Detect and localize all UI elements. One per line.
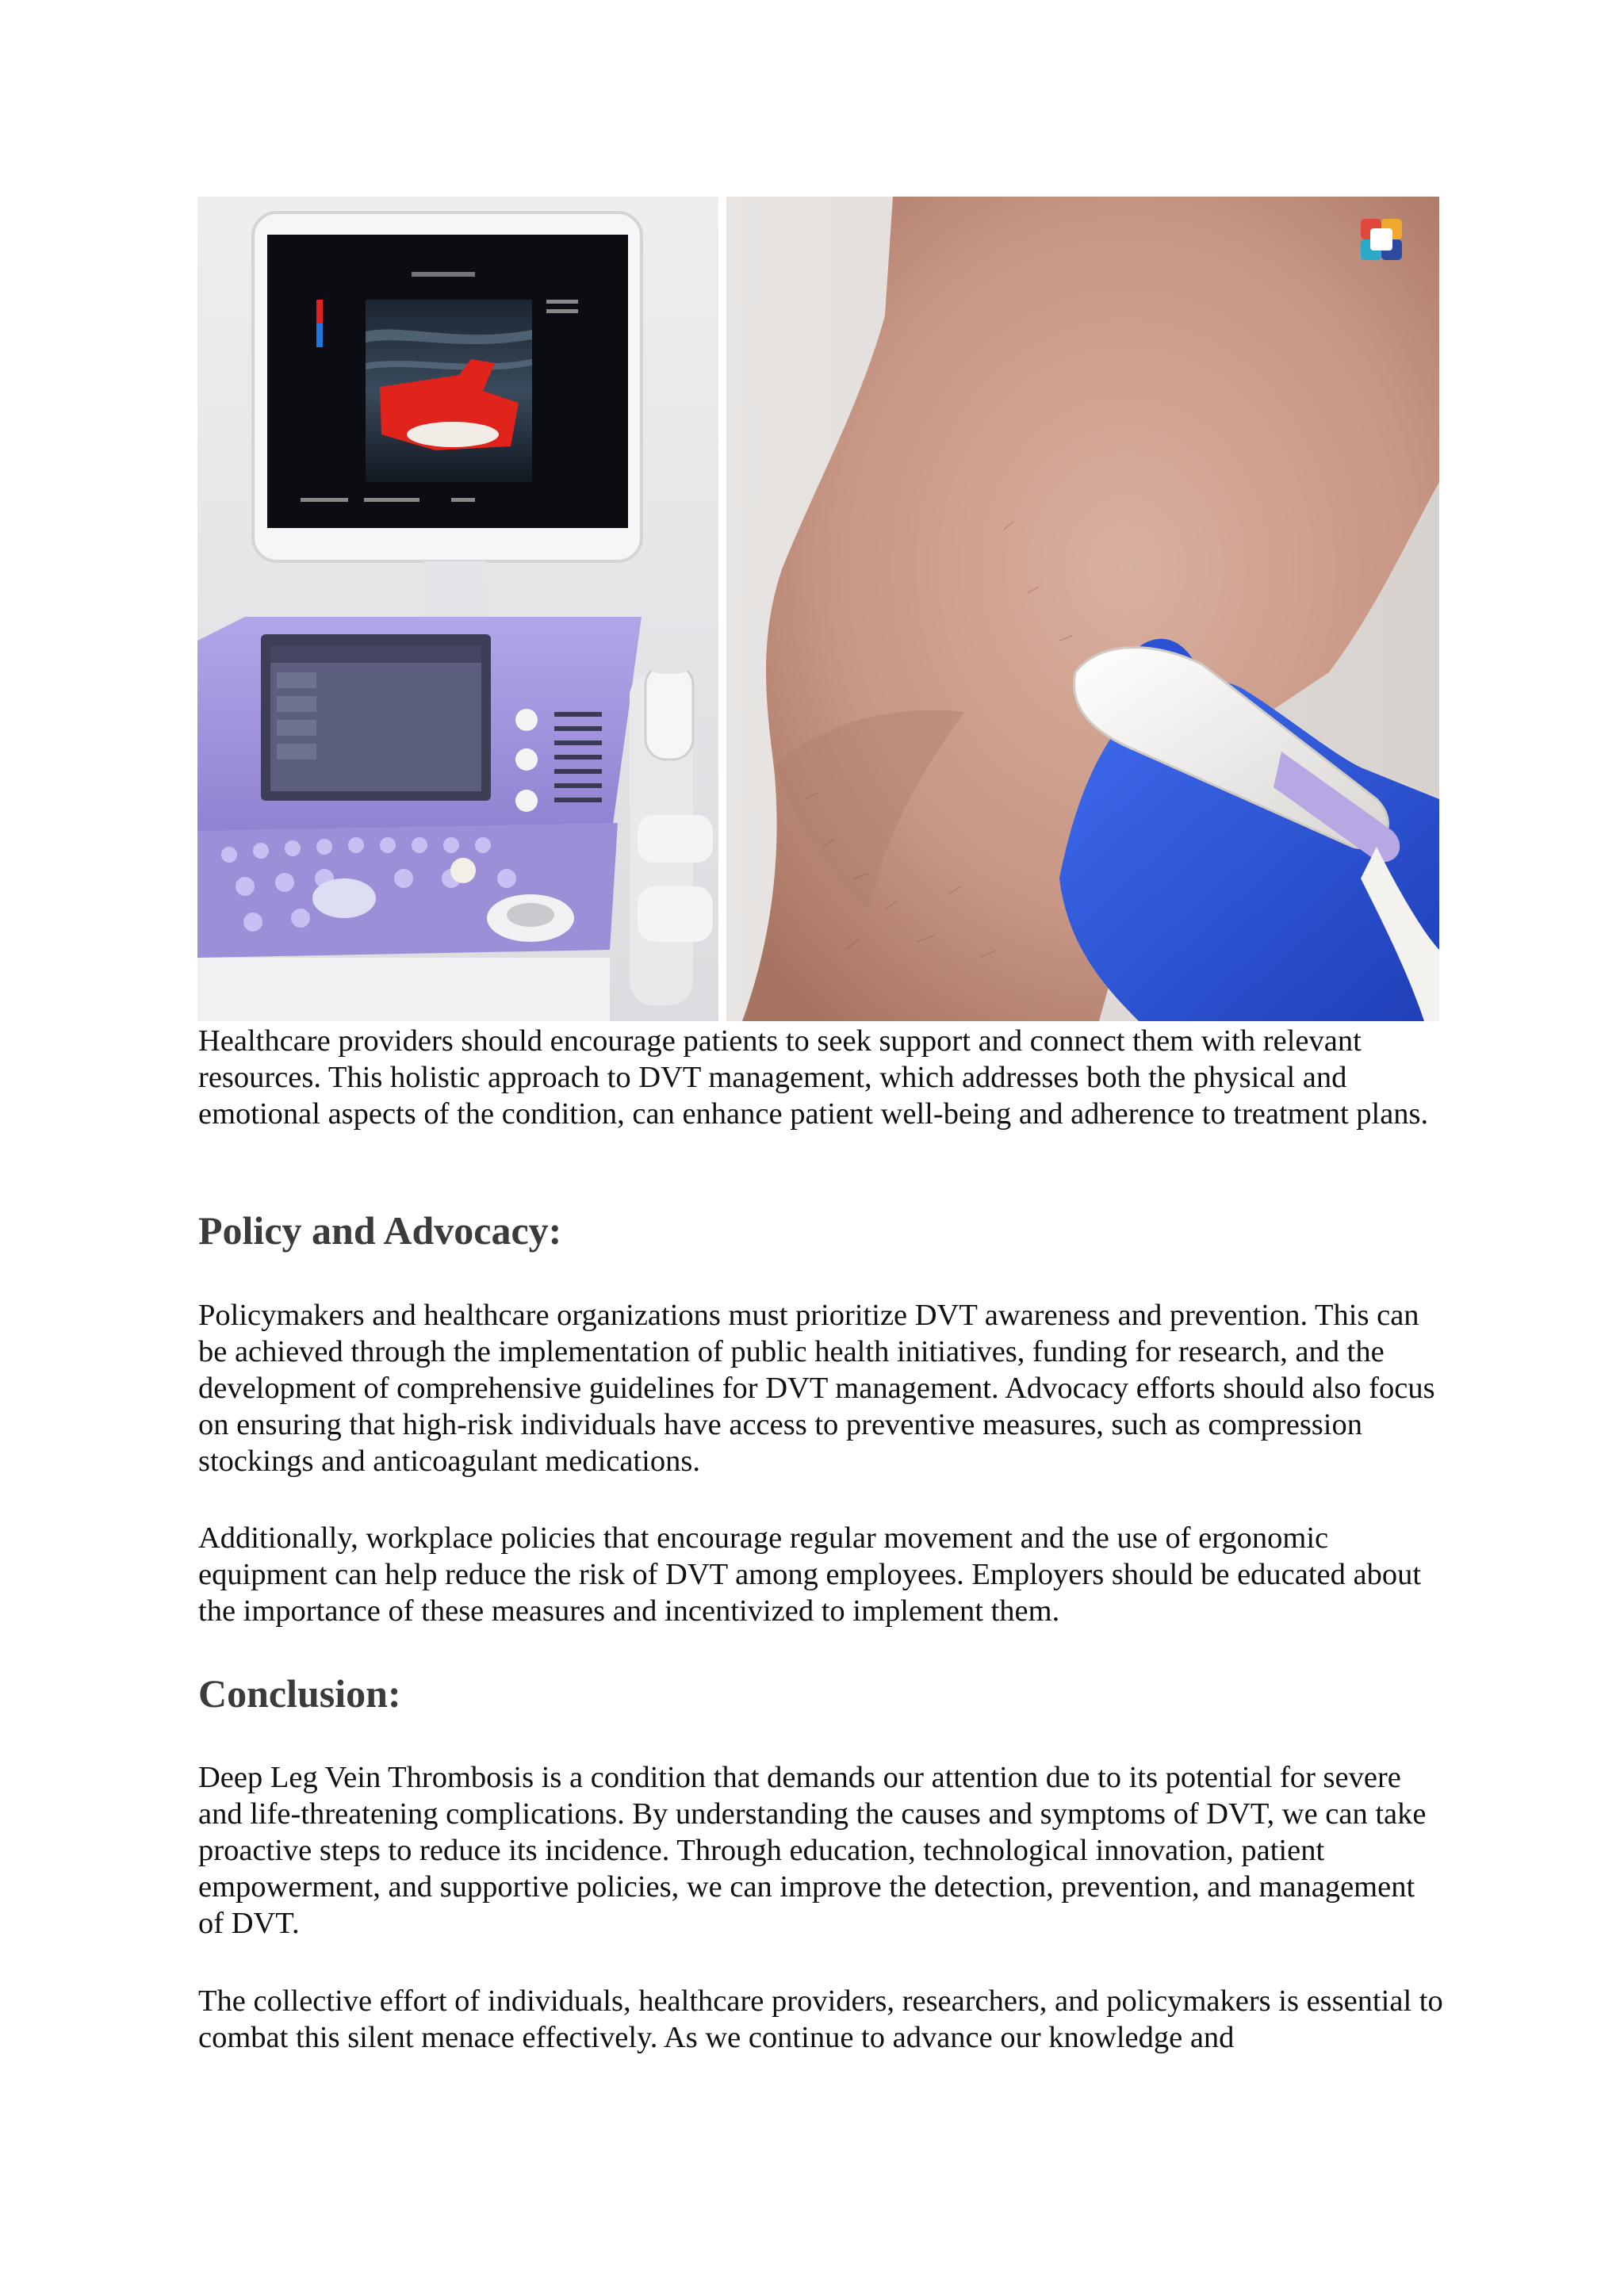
- leg-ultrasound-exam-image: [726, 197, 1439, 1021]
- leg-exam-illustration: [726, 197, 1439, 1021]
- ultrasound-machine-illustration: [197, 197, 718, 1021]
- policy-paragraph-1: Policymakers and healthcare organizations must prioritize DVT awareness and prevention. This can be achieved through the implementation of public health initiatives, funding for research, and the development of comprehensive guidelines for DVT management. Advocacy efforts should also focus on ensuring that high-risk individuals have access to preventive measures, such as compression stockings and anticoagulant medications.: [198, 1299, 1435, 1478]
- policy-paragraph-2: Additionally, workplace policies that encourage regular movement and the use of ergonomic equipment can help reduce the risk of DVT among employees. Employers should be educated about the importance of these measures and incentivized to implement them.: [198, 1521, 1422, 1628]
- brand-logo-icon: [1361, 219, 1402, 260]
- article-figure: [197, 197, 1439, 1021]
- ultrasound-machine-image: [197, 197, 718, 1021]
- intro-paragraph: Healthcare providers should encourage patients to seek support and connect them with relevant resources. This holistic approach to DVT management, which addresses both the physical and emotional aspects of the condition, can enhance patient well-being and adherence to treatment plans.: [198, 1024, 1429, 1131]
- section-heading-policy: Policy and Advocacy:: [198, 1208, 562, 1253]
- conclusion-paragraph-2: The collective effort of individuals, healthcare providers, researchers, and policymakers is essential to combat this silent menace effectively. As we continue to advance our knowledge and: [198, 1984, 1443, 2054]
- section-heading-conclusion: Conclusion:: [198, 1671, 401, 1716]
- conclusion-paragraph-1: Deep Leg Vein Thrombosis is a condition that demands our attention due to its potential for severe and life-threatening complications. By understanding the causes and symptoms of DVT, we can take proactive steps to reduce its incidence. Through education, technological innovation, patient empowerment, and supportive policies, we can improve the detection, prevention, and management of DVT.: [198, 1761, 1427, 1940]
